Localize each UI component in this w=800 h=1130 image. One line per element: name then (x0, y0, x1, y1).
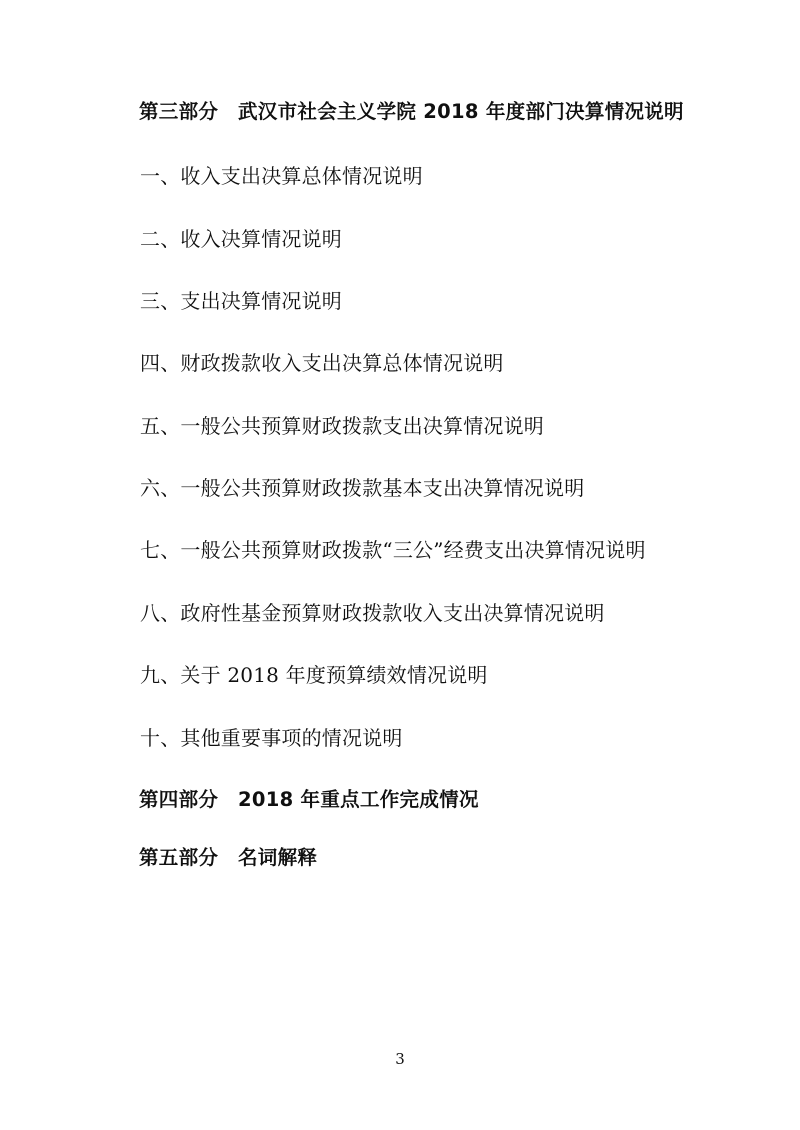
toc-item-8: 八、政府性基金预算财政拨款收入支出决算情况说明 (140, 600, 605, 625)
toc-item-4: 四、财政拨款收入支出决算总体情况说明 (140, 351, 504, 376)
toc-item-3: 三、支出决算情况说明 (140, 288, 342, 313)
toc-item-1: 一、收入支出决算总体情况说明 (140, 164, 423, 189)
toc-item-5: 五、一般公共预算财政拨款支出决算情况说明 (140, 413, 544, 438)
toc-item-7: 七、一般公共预算财政拨款“三公”经费支出决算情况说明 (140, 538, 646, 563)
section-heading-part-four: 第四部分 2018 年重点工作完成情况 (139, 788, 479, 812)
toc-item-10: 十、其他重要事项的情况说明 (140, 725, 403, 750)
toc-item-9: 九、关于 2018 年度预算绩效情况说明 (140, 663, 488, 688)
section-heading-part-three: 第三部分 武汉市社会主义学院 2018 年度部门决算情况说明 (139, 100, 684, 123)
document-body (100, 95, 695, 875)
page-number: 3 (395, 1050, 405, 1068)
toc-item-2: 二、收入决算情况说明 (140, 226, 342, 251)
toc-item-6: 六、一般公共预算财政拨款基本支出决算情况说明 (140, 476, 585, 501)
section-heading-part-five: 第五部分 名词解释 (139, 846, 318, 870)
